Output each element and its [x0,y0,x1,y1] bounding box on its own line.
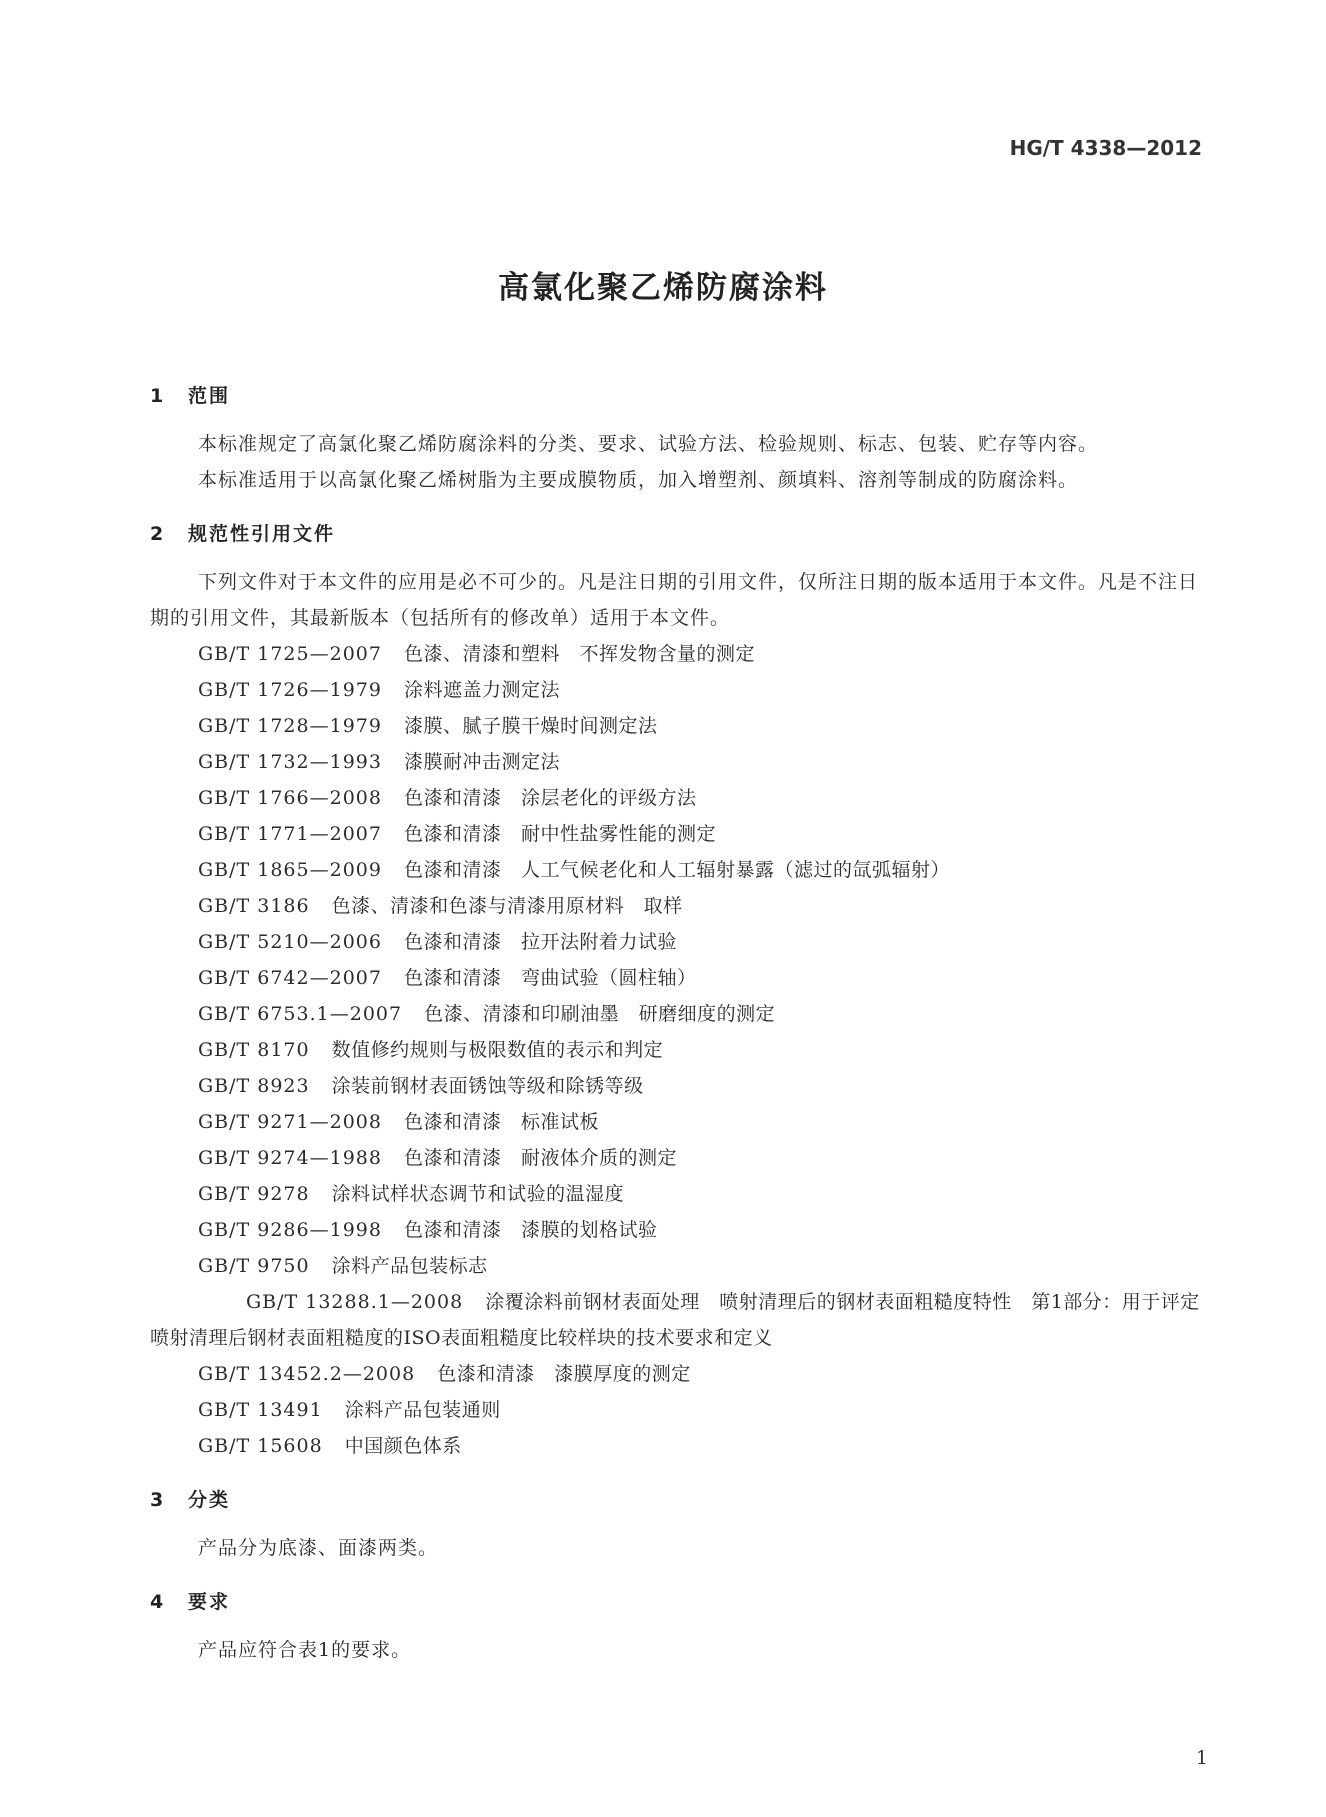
reference-title: 色漆和清漆 漆膜的划格试验 [403,1219,658,1241]
section-title: 要求 [188,1591,231,1613]
reference-code: GB/T 1865—2009 [198,859,382,881]
paragraph: 下列文件对于本文件的应用是必不可少的。凡是注日期的引用文件，仅所注日期的版本适用于本文件。凡是不注日期的引用文件，其最新版本（包括所有的修改单）适用于本文件。 [150,571,1199,629]
reference-item [150,1068,1205,1104]
reference-code: GB/T 6753.1—2007 [198,1003,403,1025]
reference-title: 漆膜耐冲击测定法 [403,751,560,773]
reference-item [150,636,1205,672]
reference-item [150,672,1205,708]
reference-item [150,816,1205,852]
reference-code: GB/T 8170 [198,1039,310,1061]
reference-code: GB/T 9750 [198,1255,310,1277]
reference-code: GB/T 9286—1998 [198,1219,382,1241]
reference-code: GB/T 1766—2008 [198,787,382,809]
reference-title: 色漆、清漆和色漆与清漆用原材料 取样 [331,895,683,917]
reference-code: GB/T 13491 [198,1399,323,1421]
reference-code: GB/T 9278 [198,1183,310,1205]
section-title: 规范性引用文件 [188,523,336,545]
reference-title: 漆膜、腻子膜干燥时间测定法 [403,715,658,737]
section-number: 1 [150,385,166,407]
reference-item [150,780,1205,816]
page-number: 1 [1195,1747,1208,1769]
reference-item [150,888,1205,924]
reference-code: GB/T 1771—2007 [198,823,382,845]
section-number: 3 [150,1489,166,1511]
reference-title: 涂覆涂料前钢材表面处理 喷射清理后的钢材表面粗糙度特性 第1部分：用于评定喷射清理后钢材表面粗糙度的ISO表面粗糙度比较样块的技术要求和定义 [150,1291,1200,1349]
reference-title: 色漆和清漆 拉开法附着力试验 [403,931,677,953]
reference-code: GB/T 15608 [198,1435,323,1457]
reference-item [150,924,1205,960]
reference-code: GB/T 1725—2007 [198,643,382,665]
reference-title: 中国颜色体系 [344,1435,462,1457]
reference-item [150,1032,1205,1068]
document-body [150,378,1205,1668]
section-title: 范围 [188,385,231,407]
reference-item [150,996,1205,1032]
reference-title: 色漆和清漆 耐液体介质的测定 [403,1147,677,1169]
reference-item [150,960,1205,996]
reference-code: GB/T 9271—2008 [198,1111,382,1133]
reference-item [150,1176,1205,1212]
paragraph: 产品应符合表1的要求。 [198,1639,412,1661]
section-number: 2 [150,523,166,545]
section-number: 4 [150,1591,166,1613]
section-heading-requirements [150,1584,1205,1620]
paragraph: 产品分为底漆、面漆两类。 [198,1537,439,1559]
reference-title: 色漆、清漆和塑料 不挥发物含量的测定 [403,643,755,665]
reference-code: GB/T 13288.1—2008 [246,1291,464,1313]
reference-item [150,1248,1205,1284]
reference-item [150,1428,1205,1464]
reference-code: GB/T 1726—1979 [198,679,382,701]
reference-title: 色漆和清漆 标准试板 [403,1111,599,1133]
document-title: 高氯化聚乙烯防腐涂料 [498,270,828,306]
reference-title: 涂料产品包装标志 [331,1255,488,1277]
reference-title: 涂料产品包装通则 [344,1399,501,1421]
reference-list [150,636,1205,1464]
section-heading-normative-references [150,516,1205,552]
reference-code: GB/T 5210—2006 [198,931,382,953]
reference-code: GB/T 6742—2007 [198,967,382,989]
reference-title: 涂料试样状态调节和试验的温湿度 [331,1183,625,1205]
reference-title: 色漆、清漆和印刷油墨 研磨细度的测定 [424,1003,776,1025]
reference-title: 涂装前钢材表面锈蚀等级和除锈等级 [331,1075,644,1097]
section-heading-scope [150,378,1205,414]
reference-code: GB/T 13452.2—2008 [198,1363,416,1385]
reference-code: GB/T 1732—1993 [198,751,382,773]
reference-item [150,1356,1205,1392]
section-title: 分类 [188,1489,231,1511]
reference-item [150,1140,1205,1176]
paragraph: 本标准适用于以高氯化聚乙烯树脂为主要成膜物质，加入增塑剂、颜填料、溶剂等制成的防腐涂料。 [198,469,1079,491]
reference-title: 色漆和清漆 耐中性盐雾性能的测定 [403,823,716,845]
reference-title: 色漆和清漆 弯曲试验（圆柱轴） [403,967,697,989]
reference-code: GB/T 1728—1979 [198,715,382,737]
reference-code: GB/T 8923 [198,1075,310,1097]
section-heading-classification [150,1482,1205,1518]
reference-title: 色漆和清漆 漆膜厚度的测定 [437,1363,691,1385]
paragraph: 本标准规定了高氯化聚乙烯防腐涂料的分类、要求、试验方法、检验规则、标志、包装、贮存等内容。 [198,433,1099,455]
reference-title: 色漆和清漆 人工气候老化和人工辐射暴露（滤过的氙弧辐射） [403,859,950,881]
reference-item [150,1392,1205,1428]
reference-title: 色漆和清漆 涂层老化的评级方法 [403,787,697,809]
reference-item [150,1104,1205,1140]
reference-item [150,744,1205,780]
reference-code: GB/T 9274—1988 [198,1147,382,1169]
reference-code: GB/T 3186 [198,895,310,917]
document-code: HG/T 4338—2012 [1009,136,1202,160]
reference-item [150,852,1205,888]
reference-item [150,1284,1205,1356]
reference-item [150,708,1205,744]
reference-title: 数值修约规则与极限数值的表示和判定 [331,1039,664,1061]
reference-title: 涂料遮盖力测定法 [403,679,560,701]
reference-item [150,1212,1205,1248]
